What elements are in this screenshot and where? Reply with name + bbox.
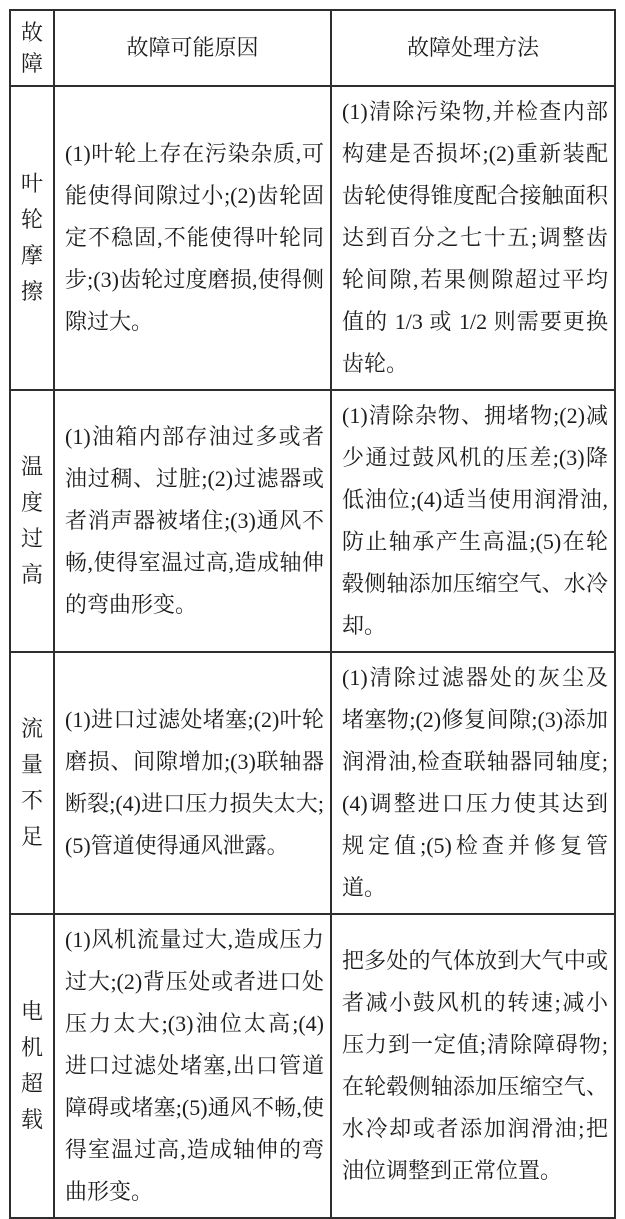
fault-name-label: 流量不足: [21, 716, 44, 849]
fault-name-label: 温度过高: [21, 454, 44, 587]
table-row: [10, 914, 615, 1218]
cause-cell: (1)叶轮上存在污染杂质,可能使得间隙过小;(2)齿轮固定不稳固,不能使得叶轮同步;(3)齿轮过度磨损,使得侧隙过大。: [54, 86, 331, 390]
header-fault-label: 故障: [21, 19, 44, 76]
cause-cell: (1)风机流量过大,造成压力过大;(2)背压处或者进口处压力太大;(3)油位太高;(4)进口过滤处堵塞,出口管道障碍或堵塞;(5)通风不畅,使得室温过高,造成轴伸的弯曲形变。: [54, 914, 331, 1218]
solution-cell: 把多处的气体放到大气中或者减小鼓风机的转速;减小压力到一定值;清除障碍物;在轮毂侧轴添加压缩空气、水冷却或者添加润滑油;把油位调整到正常位置。: [331, 914, 615, 1218]
solution-cell: (1)清除杂物、拥堵物;(2)减少通过鼓风机的压差;(3)降低油位;(4)适当使用润滑油,防止轴承产生高温;(5)在轮毂侧轴添加压缩空气、水冷却。: [331, 390, 615, 652]
fault-name-cell: [10, 390, 54, 652]
fault-name-cell: [10, 86, 54, 390]
fault-name-label: 叶轮摩擦: [21, 171, 44, 304]
fault-name-cell: [10, 652, 54, 914]
header-solution: [331, 10, 615, 86]
table-row: [10, 390, 615, 652]
header-cause: [54, 10, 331, 86]
table-row: [10, 86, 615, 390]
table-row: [10, 652, 615, 914]
cause-cell: (1)油箱内部存油过多或者油过稠、过脏;(2)过滤器或者消声器被堵住;(3)通风不畅,使得室温过高,造成轴伸的弯曲形变。: [54, 390, 331, 652]
table-header-row: [10, 10, 615, 86]
fault-name-label: 电机超载: [21, 999, 44, 1132]
solution-cell: (1)清除污染物,并检查内部构建是否损坏;(2)重新装配齿轮使得锥度配合接触面积达到百分之七十五;调整齿轮间隙,若果侧隙超过平均值的 1/3 或 1/2 则需要更换齿轮。: [331, 86, 615, 390]
fault-diagnosis-table: [9, 9, 616, 1219]
solution-cell: (1)清除过滤器处的灰尘及堵塞物;(2)修复间隙;(3)添加润滑油,检查联轴器同轴度;(4)调整进口压力使其达到规定值;(5)检查并修复管道。: [331, 652, 615, 914]
header-fault: [10, 10, 54, 86]
fault-name-cell: [10, 914, 54, 1218]
cause-cell: (1)进口过滤处堵塞;(2)叶轮磨损、间隙增加;(3)联轴器断裂;(4)进口压力损失太大;(5)管道使得通风泄露。: [54, 652, 331, 914]
header-cause-label: 故障可能原因: [126, 35, 259, 60]
header-solution-label: 故障处理方法: [406, 35, 539, 60]
